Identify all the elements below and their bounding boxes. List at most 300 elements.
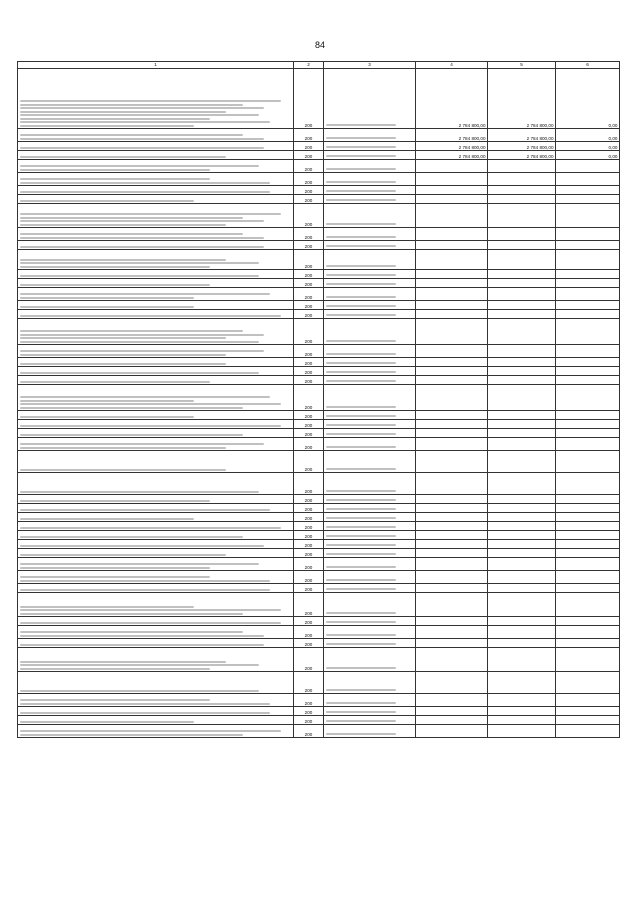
- illegible-code: [326, 643, 396, 645]
- unexecuted-amount: [556, 716, 620, 725]
- illegible-code: [326, 146, 396, 148]
- approved-amount: 2 784 800,00: [416, 129, 488, 142]
- illegible-text-line: [20, 703, 270, 705]
- row-line-code: 200: [294, 531, 324, 540]
- row-line-code: 200: [294, 204, 324, 228]
- approved-amount: [416, 358, 488, 367]
- table-row: [18, 288, 620, 301]
- illegible-text-line: [20, 606, 194, 608]
- table-row: [18, 376, 620, 385]
- unexecuted-amount: [556, 639, 620, 648]
- executed-amount: [488, 250, 556, 270]
- unexecuted-amount: [556, 228, 620, 241]
- illegible-code: [326, 689, 396, 691]
- unexecuted-amount: [556, 160, 620, 173]
- executed-amount: [488, 694, 556, 707]
- row-description: [18, 250, 294, 270]
- illegible-text-line: [20, 447, 227, 449]
- unexecuted-amount: [556, 725, 620, 738]
- approved-amount: [416, 279, 488, 288]
- executed-amount: [488, 310, 556, 319]
- approved-amount: [416, 540, 488, 549]
- executed-amount: [488, 716, 556, 725]
- illegible-text-line: [20, 259, 227, 261]
- executed-amount: [488, 204, 556, 228]
- unexecuted-amount: [556, 495, 620, 504]
- row-description: [18, 310, 294, 319]
- illegible-code: [326, 499, 396, 501]
- illegible-code: [326, 236, 396, 238]
- illegible-text-line: [20, 147, 265, 149]
- approved-amount: [416, 716, 488, 725]
- row-description: [18, 593, 294, 617]
- illegible-text-line: [20, 125, 194, 127]
- illegible-code: [326, 406, 396, 408]
- row-description: [18, 411, 294, 420]
- illegible-text-line: [20, 306, 194, 308]
- executed-amount: [488, 549, 556, 558]
- illegible-text-line: [20, 237, 265, 239]
- budget-classification-code: [324, 513, 416, 522]
- table-row: [18, 279, 620, 288]
- row-description: [18, 473, 294, 495]
- table-row: [18, 694, 620, 707]
- table-row: [18, 250, 620, 270]
- budget-classification-code: [324, 204, 416, 228]
- illegible-text-line: [20, 730, 281, 732]
- illegible-code: [326, 274, 396, 276]
- illegible-text-line: [20, 469, 227, 471]
- row-line-code: 200: [294, 228, 324, 241]
- table-row: [18, 319, 620, 345]
- executed-amount: [488, 540, 556, 549]
- table-row: [18, 513, 620, 522]
- row-description: [18, 358, 294, 367]
- row-line-code: 200: [294, 473, 324, 495]
- unexecuted-amount: [556, 504, 620, 513]
- illegible-text-line: [20, 690, 259, 692]
- approved-amount: [416, 420, 488, 429]
- row-description: [18, 204, 294, 228]
- row-line-code: 200: [294, 626, 324, 639]
- budget-classification-code: [324, 279, 416, 288]
- approved-amount: [416, 301, 488, 310]
- approved-amount: [416, 648, 488, 672]
- unexecuted-amount: [556, 250, 620, 270]
- row-line-code: 200: [294, 376, 324, 385]
- table-row: [18, 204, 620, 228]
- illegible-text-line: [20, 644, 265, 646]
- unexecuted-amount: [556, 451, 620, 473]
- row-description: [18, 648, 294, 672]
- budget-classification-code: [324, 358, 416, 367]
- budget-classification-code: [324, 672, 416, 694]
- budget-table: [17, 61, 620, 738]
- illegible-code: [326, 612, 396, 614]
- illegible-code: [326, 667, 396, 669]
- approved-amount: [416, 549, 488, 558]
- row-line-code: 200: [294, 173, 324, 186]
- illegible-code: [326, 517, 396, 519]
- illegible-text-line: [20, 107, 265, 109]
- approved-amount: [416, 367, 488, 376]
- approved-amount: [416, 160, 488, 173]
- row-description: [18, 531, 294, 540]
- budget-classification-code: [324, 310, 416, 319]
- table-row: [18, 186, 620, 195]
- approved-amount: [416, 411, 488, 420]
- illegible-code: [326, 340, 396, 342]
- illegible-text-line: [20, 536, 243, 538]
- illegible-text-line: [20, 354, 227, 356]
- budget-classification-code: [324, 345, 416, 358]
- executed-amount: [488, 160, 556, 173]
- row-line-code: 200: [294, 195, 324, 204]
- illegible-text-line: [20, 661, 227, 663]
- row-description: [18, 345, 294, 358]
- illegible-text-line: [20, 138, 265, 140]
- row-description: [18, 420, 294, 429]
- executed-amount: [488, 639, 556, 648]
- illegible-text-line: [20, 246, 265, 248]
- row-line-code: 200: [294, 451, 324, 473]
- budget-classification-code: [324, 531, 416, 540]
- illegible-text-line: [20, 266, 210, 268]
- table-row: [18, 385, 620, 411]
- table-row: [18, 451, 620, 473]
- illegible-text-line: [20, 416, 194, 418]
- executed-amount: [488, 495, 556, 504]
- table-row: [18, 241, 620, 250]
- executed-amount: 2 784 800,00: [488, 129, 556, 142]
- unexecuted-amount: [556, 345, 620, 358]
- executed-amount: [488, 707, 556, 716]
- unexecuted-amount: [556, 204, 620, 228]
- budget-classification-code: [324, 617, 416, 626]
- unexecuted-amount: [556, 186, 620, 195]
- illegible-text-line: [20, 217, 243, 219]
- row-line-code: 200: [294, 319, 324, 345]
- column-number: 1: [18, 62, 294, 69]
- approved-amount: [416, 173, 488, 186]
- row-line-code: 200: [294, 549, 324, 558]
- table-row: [18, 420, 620, 429]
- unexecuted-amount: [556, 411, 620, 420]
- row-description: [18, 142, 294, 151]
- illegible-text-line: [20, 100, 281, 102]
- row-description: [18, 451, 294, 473]
- row-line-code: 200: [294, 694, 324, 707]
- unexecuted-amount: [556, 617, 620, 626]
- table-row: [18, 725, 620, 738]
- table-row: [18, 438, 620, 451]
- illegible-code: [326, 468, 396, 470]
- budget-classification-code: [324, 540, 416, 549]
- table-row: [18, 584, 620, 593]
- illegible-text-line: [20, 262, 259, 264]
- illegible-text-line: [20, 330, 243, 332]
- budget-classification-code: [324, 69, 416, 129]
- illegible-code: [326, 168, 396, 170]
- row-description: [18, 186, 294, 195]
- table-row: [18, 301, 620, 310]
- illegible-code: [326, 544, 396, 546]
- executed-amount: [488, 367, 556, 376]
- unexecuted-amount: [556, 584, 620, 593]
- illegible-code: [326, 535, 396, 537]
- executed-amount: [488, 558, 556, 571]
- table-row: [18, 648, 620, 672]
- row-line-code: 200: [294, 617, 324, 626]
- unexecuted-amount: [556, 195, 620, 204]
- table-row: [18, 358, 620, 367]
- executed-amount: [488, 648, 556, 672]
- budget-classification-code: [324, 593, 416, 617]
- illegible-code: [326, 553, 396, 555]
- unexecuted-amount: 0,00: [556, 151, 620, 160]
- illegible-text-line: [20, 191, 270, 193]
- column-number: 4: [416, 62, 488, 69]
- column-number-row: [18, 62, 620, 69]
- illegible-code: [326, 588, 396, 590]
- executed-amount: [488, 451, 556, 473]
- row-description: [18, 367, 294, 376]
- row-line-code: 200: [294, 288, 324, 301]
- row-description: [18, 504, 294, 513]
- budget-classification-code: [324, 549, 416, 558]
- budget-classification-code: [324, 250, 416, 270]
- unexecuted-amount: [556, 672, 620, 694]
- budget-classification-code: [324, 129, 416, 142]
- column-number: 5: [488, 62, 556, 69]
- row-description: [18, 438, 294, 451]
- row-line-code: 200: [294, 513, 324, 522]
- illegible-code: [326, 353, 396, 355]
- table-row: [18, 593, 620, 617]
- executed-amount: 2 784 800,00: [488, 151, 556, 160]
- row-line-code: 200: [294, 540, 324, 549]
- row-description: [18, 571, 294, 584]
- illegible-text-line: [20, 220, 265, 222]
- illegible-text-line: [20, 284, 210, 286]
- budget-classification-code: [324, 504, 416, 513]
- unexecuted-amount: 0,00: [556, 142, 620, 151]
- approved-amount: [416, 531, 488, 540]
- table-row: [18, 228, 620, 241]
- budget-classification-code: [324, 451, 416, 473]
- budget-classification-code: [324, 716, 416, 725]
- illegible-code: [326, 720, 396, 722]
- approved-amount: [416, 593, 488, 617]
- row-description: [18, 584, 294, 593]
- executed-amount: 2 784 800,00: [488, 142, 556, 151]
- illegible-code: [326, 283, 396, 285]
- executed-amount: [488, 173, 556, 186]
- approved-amount: [416, 626, 488, 639]
- approved-amount: [416, 228, 488, 241]
- executed-amount: [488, 584, 556, 593]
- executed-amount: [488, 593, 556, 617]
- unexecuted-amount: [556, 319, 620, 345]
- budget-classification-code: [324, 558, 416, 571]
- executed-amount: [488, 473, 556, 495]
- budget-classification-code: [324, 270, 416, 279]
- unexecuted-amount: [556, 429, 620, 438]
- row-description: [18, 173, 294, 186]
- budget-classification-code: [324, 228, 416, 241]
- illegible-code: [326, 314, 396, 316]
- row-description: [18, 429, 294, 438]
- executed-amount: [488, 270, 556, 279]
- row-description: [18, 228, 294, 241]
- unexecuted-amount: [556, 531, 620, 540]
- budget-classification-code: [324, 173, 416, 186]
- illegible-text-line: [20, 635, 265, 637]
- executed-amount: [488, 429, 556, 438]
- illegible-text-line: [20, 509, 270, 511]
- unexecuted-amount: [556, 626, 620, 639]
- unexecuted-amount: [556, 438, 620, 451]
- table-row: [18, 310, 620, 319]
- illegible-text-line: [20, 233, 243, 235]
- illegible-text-line: [20, 169, 210, 171]
- unexecuted-amount: [556, 694, 620, 707]
- unexecuted-amount: [556, 385, 620, 411]
- executed-amount: [488, 617, 556, 626]
- row-line-code: 200: [294, 151, 324, 160]
- executed-amount: [488, 504, 556, 513]
- approved-amount: [416, 204, 488, 228]
- executed-amount: [488, 626, 556, 639]
- executed-amount: [488, 411, 556, 420]
- illegible-code: [326, 265, 396, 267]
- table-row: [18, 617, 620, 626]
- executed-amount: [488, 672, 556, 694]
- table-row: [18, 270, 620, 279]
- table-row: [18, 707, 620, 716]
- illegible-text-line: [20, 363, 227, 365]
- row-description: [18, 160, 294, 173]
- table-row: [18, 411, 620, 420]
- unexecuted-amount: [556, 270, 620, 279]
- illegible-text-line: [20, 734, 243, 736]
- approved-amount: 2 784 800,00: [416, 142, 488, 151]
- illegible-text-line: [20, 721, 194, 723]
- illegible-code: [326, 621, 396, 623]
- row-line-code: 200: [294, 301, 324, 310]
- row-line-code: 200: [294, 593, 324, 617]
- row-description: [18, 540, 294, 549]
- illegible-text-line: [20, 293, 270, 295]
- row-line-code: 200: [294, 707, 324, 716]
- unexecuted-amount: 0,00: [556, 129, 620, 142]
- illegible-text-line: [20, 443, 265, 445]
- row-description: [18, 549, 294, 558]
- illegible-code: [326, 702, 396, 704]
- illegible-text-line: [20, 518, 194, 520]
- unexecuted-amount: [556, 358, 620, 367]
- row-line-code: 200: [294, 69, 324, 129]
- illegible-code: [326, 305, 396, 307]
- row-description: [18, 319, 294, 345]
- illegible-code: [326, 526, 396, 528]
- unexecuted-amount: [556, 571, 620, 584]
- budget-classification-code: [324, 151, 416, 160]
- approved-amount: [416, 270, 488, 279]
- illegible-text-line: [20, 699, 210, 701]
- illegible-text-line: [20, 297, 194, 299]
- executed-amount: [488, 522, 556, 531]
- illegible-code: [326, 190, 396, 192]
- budget-classification-code: [324, 160, 416, 173]
- approved-amount: 2 784 800,00: [416, 151, 488, 160]
- row-description: [18, 241, 294, 250]
- row-line-code: 200: [294, 716, 324, 725]
- executed-amount: [488, 513, 556, 522]
- budget-classification-code: [324, 725, 416, 738]
- illegible-code: [326, 380, 396, 382]
- row-line-code: 200: [294, 160, 324, 173]
- row-description: [18, 694, 294, 707]
- illegible-code: [326, 508, 396, 510]
- unexecuted-amount: [556, 310, 620, 319]
- row-line-code: 200: [294, 429, 324, 438]
- approved-amount: [416, 707, 488, 716]
- illegible-text-line: [20, 165, 259, 167]
- illegible-code: [326, 446, 396, 448]
- illegible-text-line: [20, 400, 194, 402]
- table-row: [18, 69, 620, 129]
- row-line-code: 200: [294, 385, 324, 411]
- row-line-code: 200: [294, 558, 324, 571]
- budget-classification-code: [324, 626, 416, 639]
- illegible-text-line: [20, 425, 281, 427]
- unexecuted-amount: [556, 513, 620, 522]
- unexecuted-amount: [556, 522, 620, 531]
- illegible-text-line: [20, 563, 259, 565]
- approved-amount: [416, 195, 488, 204]
- table-row: [18, 429, 620, 438]
- illegible-text-line: [20, 341, 259, 343]
- unexecuted-amount: [556, 288, 620, 301]
- budget-classification-code: [324, 411, 416, 420]
- budget-classification-code: [324, 186, 416, 195]
- illegible-text-line: [20, 664, 259, 666]
- budget-classification-code: [324, 420, 416, 429]
- illegible-text-line: [20, 527, 281, 529]
- illegible-text-line: [20, 156, 227, 158]
- illegible-code: [326, 424, 396, 426]
- row-line-code: 200: [294, 358, 324, 367]
- column-number: 3: [324, 62, 416, 69]
- unexecuted-amount: [556, 376, 620, 385]
- illegible-text-line: [20, 613, 243, 615]
- illegible-text-line: [20, 118, 210, 120]
- illegible-text-line: [20, 407, 243, 409]
- illegible-text-line: [20, 500, 210, 502]
- illegible-code: [326, 362, 396, 364]
- table-row: [18, 129, 620, 142]
- illegible-text-line: [20, 213, 281, 215]
- executed-amount: [488, 279, 556, 288]
- illegible-code: [326, 733, 396, 735]
- table-row: [18, 504, 620, 513]
- illegible-text-line: [20, 668, 210, 670]
- budget-classification-code: [324, 694, 416, 707]
- row-line-code: 200: [294, 725, 324, 738]
- row-line-code: 200: [294, 571, 324, 584]
- illegible-text-line: [20, 224, 227, 226]
